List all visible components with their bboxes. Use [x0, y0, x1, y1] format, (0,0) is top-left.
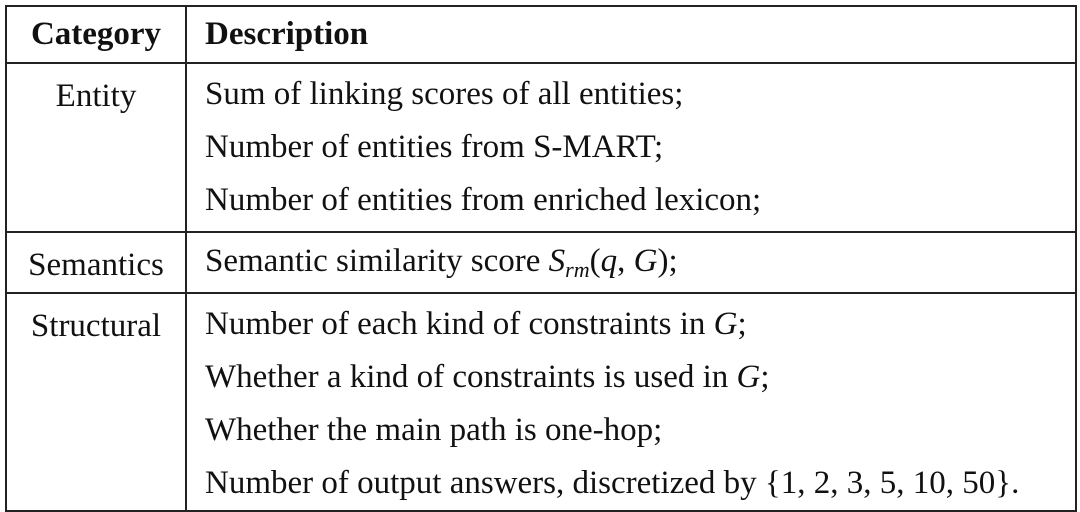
header-row — [6, 6, 1076, 63]
feature-table — [5, 5, 1077, 512]
feature-item — [205, 298, 1075, 351]
math-symbol: S — [548, 243, 566, 279]
feature-item-suffix: ; — [760, 359, 770, 395]
feature-item-suffix: ; — [668, 243, 678, 279]
feature-item: Number of entities from S-MART; — [205, 129, 664, 165]
feature-item: Whether the main path is one-hop; — [205, 412, 663, 448]
table-row-entity — [6, 63, 1076, 232]
header-category: Category — [6, 6, 186, 63]
description-cell-structural — [186, 293, 1076, 511]
feature-item — [205, 351, 1075, 404]
math-variable: G — [736, 359, 761, 395]
header-description: Description — [186, 6, 1076, 63]
feature-item-text: Whether a kind of constraints is used in — [205, 359, 737, 395]
description-cell-entity — [186, 63, 1076, 232]
feature-item-suffix: ; — [737, 306, 747, 342]
category-cell-structural: Structural — [6, 293, 186, 511]
math-variable: q — [600, 243, 618, 279]
table-row-structural — [6, 293, 1076, 511]
category-cell-entity: Entity — [6, 63, 186, 232]
description-cell-semantics — [186, 232, 1076, 293]
category-cell-semantics: Semantics — [6, 232, 186, 293]
math-subscript: rm — [565, 257, 590, 282]
feature-item: Number of output answers, discretized by {1, 2, 3, 5, 10, 50}. — [205, 465, 1020, 501]
feature-item: Number of entities from enriched lexicon; — [205, 182, 762, 218]
feature-item: Sum of linking scores of all entities; — [205, 76, 684, 112]
feature-item-text: Number of each kind of constraints in — [205, 306, 714, 342]
math-variable: G — [633, 243, 658, 279]
feature-item — [205, 235, 1075, 288]
table-row-semantics — [6, 232, 1076, 293]
math-args: (q, G) — [589, 243, 669, 279]
feature-item-text: Semantic similarity score — [205, 243, 549, 279]
math-variable: G — [713, 306, 738, 342]
